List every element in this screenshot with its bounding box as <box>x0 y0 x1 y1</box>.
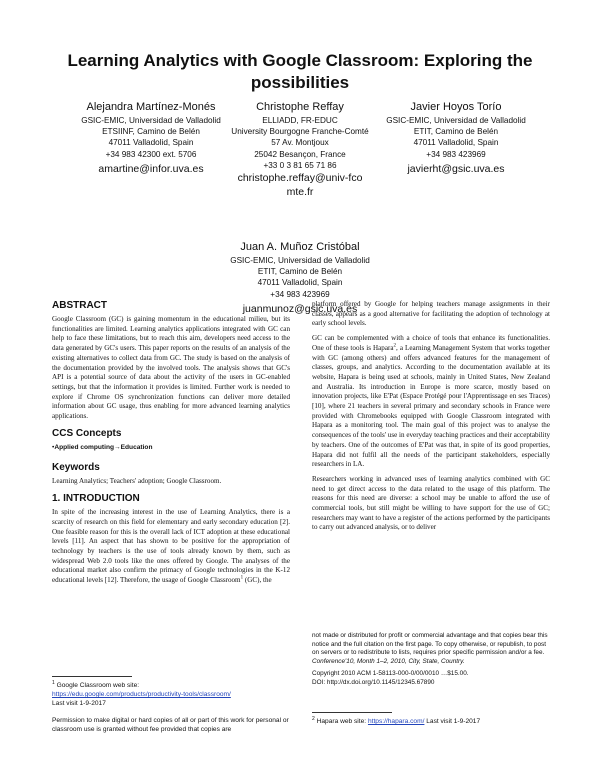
author-affiliation-line: +34 983 423969 <box>270 289 330 299</box>
keywords-heading: Keywords <box>52 462 100 474</box>
footnote-1 <box>52 676 290 708</box>
author-affiliation-line: +34 983 42300 ext. 5706 <box>105 149 197 159</box>
ccs-bullet: • <box>52 443 55 451</box>
intro-text-tail: (GC), the <box>243 576 272 585</box>
copyright-line: Copyright 2010 ACM 1-58113-000-0/00/0010 …$15.00. <box>312 670 469 678</box>
doi-line: DOI: http://dx.doi.org/10.1145/12345.67890 <box>312 678 435 686</box>
footnote-mark: 2 <box>312 715 315 722</box>
footnote-rule <box>312 712 392 713</box>
author-block <box>361 100 551 176</box>
author-email: amartine@infor.uva.es <box>98 162 204 175</box>
footnote-link[interactable]: https://edu.google.com/products/productivity-tools/classroom/ <box>52 691 231 698</box>
footnote-text <box>312 717 550 726</box>
author-affiliation-line: 47011 Valladolid, Spain <box>257 278 343 288</box>
body-paragraph <box>312 334 550 470</box>
body-text: , a Learning Management System that works together with GC (among others) and offers advanced features for the management of classes, groups, and analytics. According to the documentation available at its website, Hapara is being used at schools, mainly in United States, New Zealand and Australia. Its introduction in Europe is more scarce, mostly based on innovation projects, like E'Pat (Espace Protégé pour l'Apprentissage en ses Traces) [10], where 21 teachers in several primary and secondary schools in France were provided with Chromebooks equipped with Google Classroom integrated with Hapara as a monitoring tool. The main goal of this project was to analyse the consequences of the tools' use in everyday teaching practices and their acceptability by teachers. One of the outcomes of E'Pat was that, in spite of its good properties, Hapara did not fulfil all the needs of the participant stakeholders, especially researchers in LA. <box>312 343 550 469</box>
body-text: GC can be complemented with a choice of tools that enhance its functionalities. One of these tools is Hapara <box>312 334 550 352</box>
author-affiliation-line: ETSIINF, Camino de Belén <box>102 127 200 137</box>
author-email: juanmunoz@gsic.uva.es <box>242 302 358 315</box>
author-affiliation-line: 47011 Valladolid, Spain <box>108 138 194 148</box>
conference-name: Conference'10 <box>312 657 354 665</box>
author-affiliation-line: ETIT, Camino de Belén <box>413 127 499 137</box>
permission-notice: Permission to make digital or hard copies of all or part of this work for personal or classroom use is granted without fee provided that copies are <box>52 717 289 733</box>
author-name: Javier Hoyos Torío <box>410 101 502 113</box>
author-affiliation-line: GSIC-EMIC, Universidad de Valladolid <box>230 256 370 265</box>
author-affiliation-line: +33 0 3 81 65 71 86 <box>263 160 337 170</box>
footnote-mark: 1 <box>52 679 55 686</box>
body-paragraph: Researchers working in advanced uses of learning analytics combined with GC need to get direct access to the data related to the usage of this platform. The reasons for this need are diverse: a school may be unable to afford the use of commercial tools, but still might be willing to have support for the use of GC; researchers may want to have a register of the actions performed by the participants to carry out advanced analysis, or to deliver <box>312 474 550 532</box>
author-affiliation-line: 25042 Besançon, France <box>254 149 346 159</box>
footnote-ref: 2 <box>393 343 397 349</box>
author-email: javierht@gsic.uva.es <box>407 162 505 175</box>
ccs-text: Applied computing→Education <box>54 443 153 451</box>
footnote-label: Hapara web site: <box>316 718 367 725</box>
author-name: Juan A. Muñoz Cristóbal <box>240 241 360 253</box>
footnote-2 <box>312 712 550 726</box>
author-name: Christophe Reffay <box>256 101 344 113</box>
footnote-tail: Last visit 1-9-2017 <box>426 718 481 725</box>
author-affiliation-line: 47011 Valladolid, Spain <box>413 138 499 148</box>
ccs-concepts <box>52 443 290 453</box>
author-affiliation-line: GSIC-EMIC, Universidad de Valladolid <box>386 116 526 125</box>
footnote-text <box>52 681 290 708</box>
author-email: christophe.reffay@univ-fcomte.fr <box>237 172 363 198</box>
body-paragraph: platform offered by Google for helping teachers manage assignments in their classes, appears as a good alternative for facilitating the adoption of technology at early school levels. <box>312 300 550 328</box>
author-affiliation-line: +34 983 423969 <box>426 149 486 159</box>
left-column <box>52 300 290 591</box>
keywords-text: Learning Analytics; Teachers' adoption; Google Classroom. <box>52 477 222 486</box>
author-affiliation-line: ETIT, Camino de Belén <box>257 267 343 277</box>
abstract-text: Google Classroom (GC) is gaining momentum in the educational milieu, but its functionalities are limited. Learning analytics applications integrated with GC can help to face these limitations, but to reach this aim, developers need access to the data generated by GC's users. This paper reports on the results of an analysis of the existing alternatives to collect data from GC. The study is based on the analysis of the documentation provided by the involved tools. The analysis shows that GC's API is a potential source of data about the activity of the users in GC-enabled settings, but that the information it provides is limited. Further work is needed to explore if Chrome OS synchronization functions can deliver more detailed information about GC usage, thus enabling for more advanced learning analytics applications. <box>52 315 290 421</box>
intro-text: In spite of the increasing interest in the use of Learning Analytics, there is a scarcity of research on this field for elementary and early secondary education [2]. One feasible reason for this is the overall lack of ICT adoption at these educational levels [11]. An aspect that has shown to be positive for the appropriation of technology by teachers is the use of tools already known by them, such as widespread Web 2.0 tools like the ones offered by Google. The analyses of the educational market also confirm the primacy of Google technologies in the K-12 educational levels [12]. Therefore, the usage of Google Classroom <box>52 508 290 585</box>
permission-text: not made or distributed for profit or commercial advantage and that copies bear this notice and the full citation on the first page. To copy otherwise, or republish, to post on servers or to redistribute to lists, requires prior specific permission and/or a fee. <box>312 632 548 657</box>
intro-paragraph <box>52 508 290 586</box>
author-name: Alejandra Martínez-Monés <box>86 101 216 113</box>
ccs-heading: CCS Concepts <box>52 427 122 439</box>
paper-title: Learning Analytics with Google Classroom: Exploring the possibilities <box>67 51 533 92</box>
intro-heading: 1. INTRODUCTION <box>52 493 140 505</box>
right-column <box>312 300 550 538</box>
author-affiliation-line: ELLIADD, FR-EDUC <box>262 116 338 125</box>
footnote-ref: 1 <box>240 575 244 581</box>
permission-notice-continued <box>312 632 550 688</box>
footnote-tail: Last visit 1-9-2017 <box>52 700 106 707</box>
footnote-rule <box>52 676 132 677</box>
footnote-link[interactable]: https://hapara.com/ <box>367 718 425 725</box>
conference-details: , Month 1–2, 2010, City, State, Country. <box>353 657 465 665</box>
author-affiliation-line: 57 Av. Montjoux <box>271 138 329 148</box>
footnote-label: Google Classroom web site: <box>56 682 140 689</box>
abstract-heading: ABSTRACT <box>52 300 107 311</box>
author-affiliation-line: GSIC-EMIC, Universidad de Valladolid <box>81 116 221 125</box>
author-affiliation-line: University Bourgogne Franche-Comté <box>231 127 369 137</box>
